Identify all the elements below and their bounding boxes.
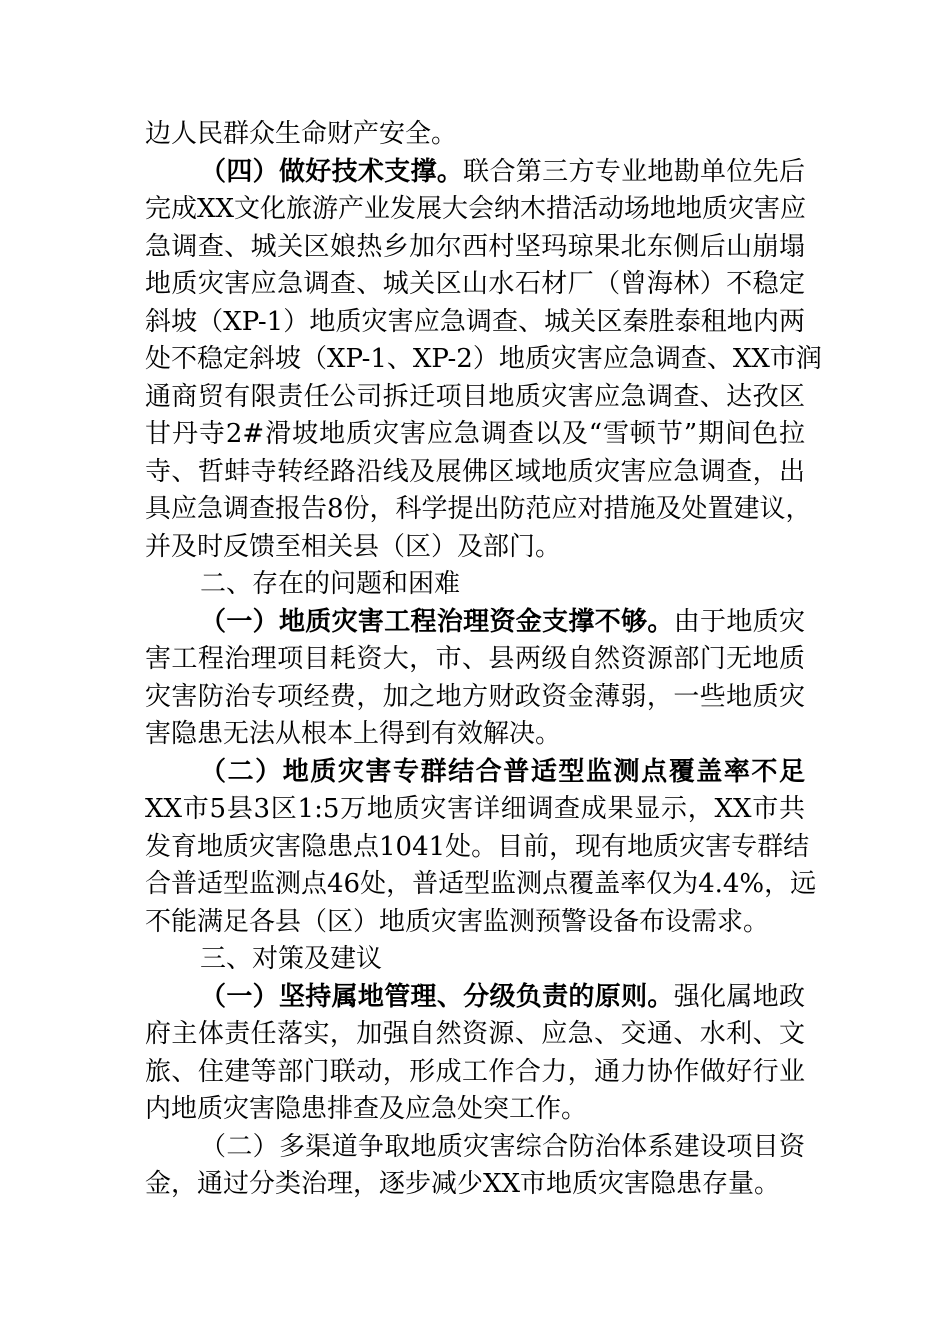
paragraph-line	[145, 154, 805, 192]
paragraph-line: 害隐患无法从根本上得到有效解决。	[145, 719, 562, 749]
paragraph-line: 旅、住建等部门联动，形成工作合力，通力协作做好行业	[145, 1056, 805, 1087]
document-page	[145, 116, 822, 1204]
paragraph-intro-tail: 边人民群众生命财产安全。	[145, 119, 458, 149]
paragraph-line: 金，通过分类治理，逐步减少XX市地质灾害隐患存量。	[145, 1169, 781, 1199]
paragraph-line: 不能满足各县（区）地质灾害监测预警设备布设需求。	[145, 906, 770, 937]
paragraph-text: 强化属地政	[673, 981, 805, 1012]
paragraph-line: 地质灾害应急调查、城关区山水石材厂（曾海林）不稳定	[145, 269, 805, 299]
paragraph-line: 合普适型监测点46处，普适型监测点覆盖率仅为4.4%，远	[145, 869, 817, 899]
paragraph-line: 害工程治理项目耗资大，市、县两级自然资源部门无地质	[145, 644, 805, 674]
paragraph-territorial-management	[145, 979, 805, 1129]
paragraph-lead: （四）做好技术支撑。	[200, 156, 464, 187]
paragraph-multi-channel-funding	[145, 1129, 805, 1204]
paragraph-line	[145, 604, 805, 642]
paragraph-line: 灾害防治专项经费，加之地方财政资金薄弱，一些地质灾	[145, 681, 805, 712]
paragraph-line: 斜坡（XP-1）地质灾害应急调查、城关区秦胜泰租地内两	[145, 306, 805, 337]
paragraph-text: 联合第三方专业地勘单位先后	[463, 156, 805, 187]
paragraph-line: 甘丹寺2#滑坡地质灾害应急调查以及“雪顿节”期间色拉	[145, 419, 805, 449]
section-heading-countermeasures: 三、对策及建议	[200, 944, 383, 974]
paragraph-line: 具应急调查报告8份，科学提出防范应对措施及处置建议，	[145, 494, 812, 524]
paragraph-monitoring-coverage	[145, 754, 817, 942]
paragraph-line: 急调查、城关区娘热乡加尔西村坚玛琼果北东侧后山崩塌	[145, 231, 805, 262]
paragraph-lead: （一）坚持属地管理、分级负责的原则。	[200, 981, 674, 1012]
section-heading-problems: 二、存在的问题和困难	[200, 569, 461, 599]
paragraph-line: 并及时反馈至相关县（区）及部门。	[145, 531, 562, 562]
paragraph-line	[145, 979, 805, 1017]
paragraph-funding	[145, 604, 805, 754]
paragraph-line: （二）多渠道争取地质灾害综合防治体系建设项目资	[200, 1131, 805, 1162]
paragraph-text: 由于地质灾	[673, 606, 805, 637]
paragraph-line: 内地质灾害隐患排查及应急处突工作。	[145, 1094, 588, 1124]
paragraph-line: 发育地质灾害隐患点1041处。目前，现有地质灾害专群结	[145, 831, 810, 862]
paragraph-line: XX市5县3区1:5万地质灾害详细调查成果显示，XX市共	[145, 794, 805, 824]
paragraph-line: 处不稳定斜坡（XP-1、XP-2）地质灾害应急调查、XX市润	[145, 344, 822, 374]
paragraph-line: 完成XX文化旅游产业发展大会纳木措活动场地地质灾害应	[145, 194, 807, 224]
paragraph-technical-support	[145, 154, 822, 567]
paragraph-lead: （一）地质灾害工程治理资金支撑不够。	[200, 606, 674, 637]
paragraph-line: 通商贸有限责任公司拆迁项目地质灾害应急调查、达孜区	[145, 381, 805, 412]
paragraph-lead-line: （二）地质灾害专群结合普适型监测点覆盖率不足	[200, 756, 805, 787]
paragraph-line: 寺、哲蚌寺转经路沿线及展佛区域地质灾害应急调查，出	[145, 456, 805, 487]
paragraph-line: 府主体责任落实，加强自然资源、应急、交通、水利、文	[145, 1019, 805, 1049]
